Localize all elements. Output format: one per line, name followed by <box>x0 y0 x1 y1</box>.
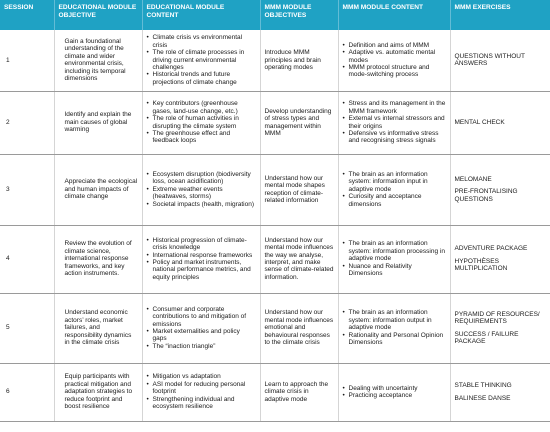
list-item: • The role of climate processes in driving current environmental challenges <box>147 49 256 71</box>
list-item: • MMM protocol structure and mode-switching process <box>343 64 446 79</box>
list-item: • Stress and its management in the MMM framework <box>343 100 446 115</box>
list-item: • The “inaction triangle” <box>147 343 256 350</box>
table-row <box>0 363 550 421</box>
list-item: • The brain as an information system: information output in adaptive mode <box>343 309 446 331</box>
header-educational-content: EDUCATIONAL MODULE CONTENT <box>142 0 260 30</box>
header-session: SESSION <box>0 0 54 30</box>
list-item: • Consumer and corporate contributions to and mitigation of emissions <box>147 306 256 328</box>
educational-content <box>142 363 260 421</box>
table-row <box>0 293 550 363</box>
exercise-name: STABLE THINKING <box>454 382 512 390</box>
list-item: • ASI model for reducing personal footprint <box>147 381 256 396</box>
educational-content <box>142 225 260 293</box>
mmm-exercises <box>450 154 550 225</box>
list-item: • Mitigation vs adaptation <box>147 373 256 380</box>
mmm-content <box>338 154 450 225</box>
table-header-row <box>0 0 550 30</box>
header-mmm-content: MMM MODULE CONTENT <box>338 0 450 30</box>
list-item: • Nuance and Relativity Dimensions <box>343 263 446 278</box>
table-row <box>0 30 550 91</box>
list-item: • Rationality and Personal Opinion Dimensions <box>343 332 446 347</box>
table-row <box>0 91 550 154</box>
mmm-exercises <box>450 225 550 293</box>
list-item: • Extreme weather events (heatwaves, storms) <box>147 186 256 201</box>
mmm-content <box>338 363 450 421</box>
exercise-name: PRE-FRONTALISING QUESTIONS <box>454 188 518 203</box>
exercise-name: HYPOTHÈSES MULTIPLICATION <box>454 257 508 273</box>
session-number: 2 <box>0 91 54 154</box>
session-number: 4 <box>0 225 54 293</box>
session-number: 6 <box>0 363 54 421</box>
list-item: • The greenhouse effect and feedback loops <box>147 130 256 145</box>
list-item: • Definition and aims of MMM <box>343 42 446 49</box>
list-item: • Policy and market instruments, national performance metrics, and equity principles <box>147 259 256 281</box>
exercise-name: ADVENTURE PACKAGE <box>454 245 528 253</box>
header-educational-objective: EDUCATIONAL MODULE OBJECTIVE <box>54 0 142 30</box>
session-number: 1 <box>0 30 54 91</box>
list-item: • The role of human activities in disrupting the climate system <box>147 115 256 130</box>
mmm-content <box>338 225 450 293</box>
mmm-content <box>338 30 450 91</box>
exercise-name: MELOMANE <box>454 175 492 183</box>
list-item: • The brain as an information system: information input in adaptive mode <box>343 171 446 193</box>
mmm-objective: Understand how our mental mode influences emotional and behavioural responses to the climate crisis <box>260 293 338 363</box>
list-item: • International response frameworks <box>147 252 256 259</box>
list-item: • Climate crisis vs environmental crisis <box>147 34 256 49</box>
mmm-content <box>338 91 450 154</box>
educational-objective: Equip participants with practical mitigation and adaptation strategies to reduce footprint and boost resilience <box>54 363 142 421</box>
session-number: 3 <box>0 154 54 225</box>
list-item: • Adaptive vs. automatic mental modes <box>343 49 446 64</box>
educational-content <box>142 91 260 154</box>
mmm-exercises <box>450 91 550 154</box>
exercise-name: MENTAL CHECK <box>454 118 505 126</box>
list-item: • Societal impacts (health, migration) <box>147 201 256 208</box>
educational-objective: Gain a foundational understanding of the climate and wider environmental crisis, including its temporal dimensions <box>54 30 142 91</box>
educational-content <box>142 154 260 225</box>
list-item: • Market externalities and policy gaps <box>147 328 256 343</box>
list-item: • Defensive vs informative stress and recognising stress signals <box>343 130 446 145</box>
exercise-name: PYRAMID OF RESOURCES/ REQUIREMENTS <box>454 310 540 326</box>
mmm-objective: Develop understanding of stress types and management within MMM <box>260 91 338 154</box>
table-row <box>0 154 550 225</box>
list-item: • Historical progression of climate-crisis knowledge <box>147 237 256 252</box>
mmm-objective: Learn to approach the climate crisis in adaptive mode <box>260 363 338 421</box>
header-mmm-exercises: MMM EXERCISES <box>450 0 550 30</box>
mmm-objective: Understand how our mental mode influences the way we analyse, interpret, and make sense of climate-related information. <box>260 225 338 293</box>
list-item: • Strengthening individual and ecosystem resilience <box>147 396 256 411</box>
mmm-exercises <box>450 293 550 363</box>
educational-objective: Understand economic actors’ roles, market failures, and responsibility dynamics in the climate crisis <box>54 293 142 363</box>
educational-objective: Review the evolution of climate science, international response frameworks, and key action instruments. <box>54 225 142 293</box>
list-item: • Practicing acceptance <box>343 392 446 399</box>
mmm-objective: Introduce MMM principles and brain operating modes <box>260 30 338 91</box>
educational-objective: Identify and explain the main causes of global warming <box>54 91 142 154</box>
mmm-exercises <box>450 363 550 421</box>
mmm-objective: Understand how our mental mode shapes reception of climate-related information <box>260 154 338 225</box>
list-item: • Dealing with uncertainty <box>343 385 446 392</box>
educational-objective: Appreciate the ecological and human impacts of climate change <box>54 154 142 225</box>
exercise-name: SUCCESS / FAILURE PACKAGE <box>454 330 519 345</box>
exercise-name: BALINESE DANSE <box>454 394 511 402</box>
session-number: 5 <box>0 293 54 363</box>
exercise-name: QUESTIONS WITHOUT ANSWERS <box>454 52 525 68</box>
mmm-exercises <box>450 30 550 91</box>
educational-content <box>142 293 260 363</box>
table-row <box>0 225 550 293</box>
list-item: • Ecosystem disruption (biodiversity loss, ocean acidification) <box>147 171 256 186</box>
header-mmm-objectives: MMM MODULE OBJECTIVES <box>260 0 338 30</box>
mmm-content <box>338 293 450 363</box>
list-item: • Curiosity and acceptance dimensions <box>343 193 446 208</box>
list-item: • Historical trends and future projections of climate change <box>147 71 256 86</box>
list-item: • The brain as an information system: information processing in adaptive mode <box>343 240 446 262</box>
list-item: • Key contributors (greenhouse gases, land-use change, etc.) <box>147 100 256 115</box>
educational-content <box>142 30 260 91</box>
list-item: • External vs internal stressors and their origins <box>343 115 446 130</box>
